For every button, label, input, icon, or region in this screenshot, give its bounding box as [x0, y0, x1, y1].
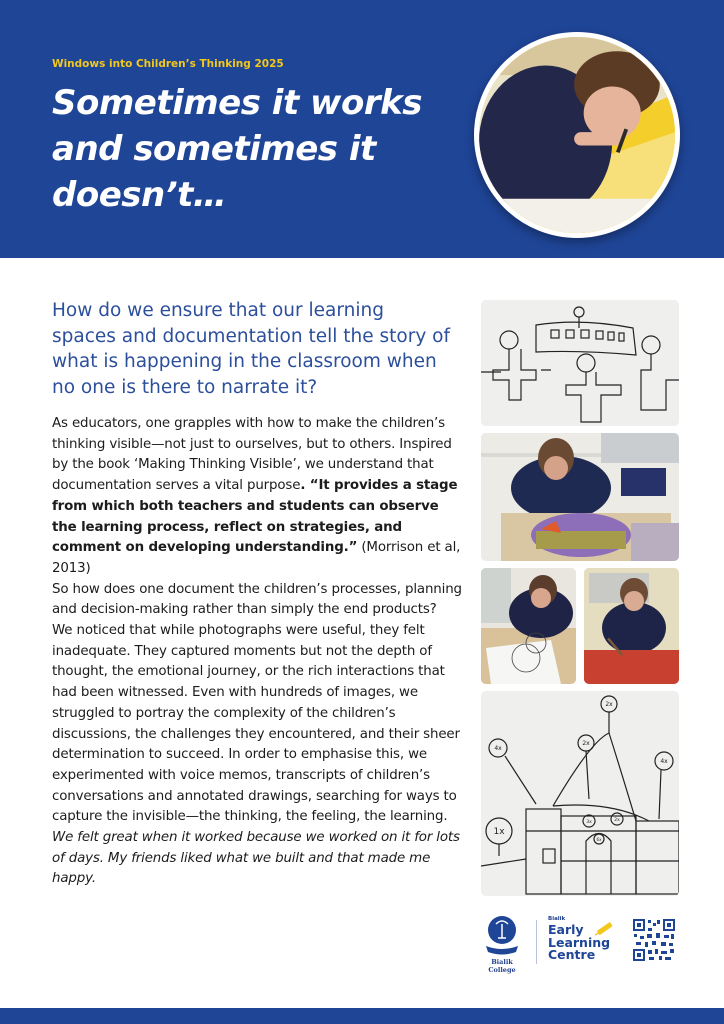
footer-band: [0, 1008, 724, 1024]
child-quote-text: We felt great when it worked because we worked on it for lots of days. My friends liked what we built and that made me happy.: [52, 830, 460, 887]
photo-girl-painting-red: [584, 568, 679, 684]
photo-girl-painting: [481, 433, 679, 561]
drawing-label: 3x: [586, 820, 592, 825]
pencil-icon: [593, 922, 615, 936]
drawing-label: 2x: [582, 740, 590, 747]
bialik-college-logo: [478, 912, 526, 974]
drawing-label: 2x: [605, 701, 613, 708]
girl-painting-red-scene: [584, 568, 679, 684]
elc-line: Centre: [548, 947, 596, 962]
series-kicker: Windows into Children’s Thinking 2025: [52, 58, 284, 70]
paragraph-intro: [52, 414, 462, 580]
article-body: [52, 414, 462, 890]
qr-code-icon[interactable]: [632, 918, 676, 962]
intro-text: As educators, one grapples with how to make the children’s thinking visible—not just to ourselves, but to others. Inspired by the book ‘Making Thinking Visible’, we understand that documentation serves a vital purpose: [52, 416, 452, 494]
girl-painting-scene: [481, 433, 679, 561]
elc-brand-small: Bialik: [548, 916, 566, 922]
children-drawing-sketch: [481, 300, 679, 426]
photo-children-drawing: [481, 300, 679, 426]
crest-icon: [478, 912, 526, 958]
photo-annotated-castle-drawing: [481, 691, 679, 896]
guiding-question: How do we ensure that our learning spaces and documentation tell the story of what is happening in the classroom when no one is there to narrate it?: [52, 300, 450, 398]
girl-sketching-scene: [481, 568, 576, 684]
hero-photo: [474, 32, 680, 238]
drawing-label: 4x: [660, 758, 668, 765]
paragraph-question: So how does one document the children’s processes, planning and decision-making rather than simply the end products?: [52, 581, 462, 618]
elc-line: Learning: [548, 934, 611, 950]
college-name: Bialik College: [488, 958, 516, 974]
elc-line: Early: [548, 922, 584, 937]
drawing-label: 1x: [493, 827, 505, 837]
page-title: Sometimes it works and sometimes it doesn’t…: [52, 83, 422, 215]
logo-divider: [536, 920, 537, 964]
castle-drawing-sketch: [481, 691, 679, 896]
drawing-label: 4x: [494, 745, 502, 752]
logo-strip: [478, 912, 683, 974]
bold-quote: . “It provides a stage from which both teachers and students can observe the learning process, reflect on strategies, and comment on developing understanding.”: [52, 478, 458, 556]
paragraph-reflection: We noticed that while photographs were useful, they felt inadequate. They captured moments but not the depth of thought, the emotional journey, or the rich interactions that had been witnessed. Even with hundreds of images, we struggled to portray the complexity of the children’s discussions, the challenges they encountered, and their sheer determination to succeed. In order to emphasise this, we experimented with voice memos, transcripts of children’s conversations and annotated drawings, searching for ways to capture the invisible—the thinking, the feeling, the learning.: [52, 623, 460, 825]
citation: (Morrison et al, 2013): [52, 540, 461, 576]
photo-girl-sketching: [481, 568, 576, 684]
drawing-label: 6x: [596, 837, 602, 842]
drawing-label: 2x: [614, 818, 620, 823]
hero-photo-illustration: [479, 37, 675, 233]
header-banner: [0, 0, 724, 258]
child-quote: [52, 828, 462, 890]
early-learning-centre-logo: [548, 916, 628, 970]
